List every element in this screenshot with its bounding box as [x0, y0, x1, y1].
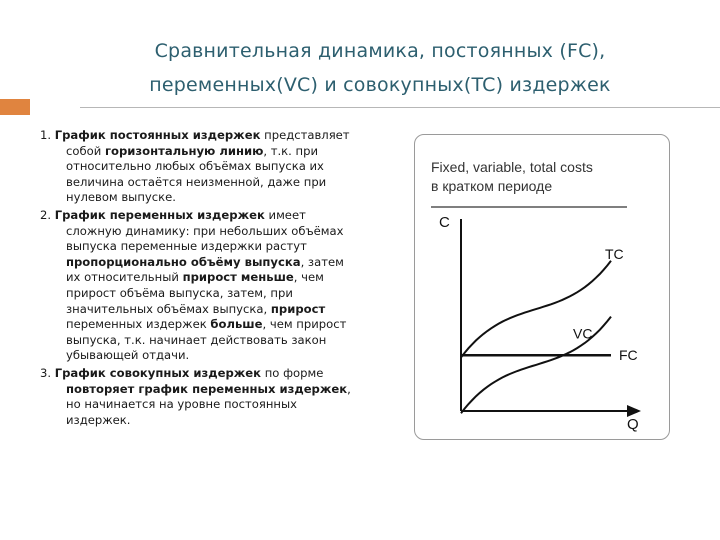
text-fragment: , чем — [293, 270, 324, 285]
text-line: сложную динамику: при небольших объёмах — [66, 223, 344, 238]
bold-phrase: пропорционально объёму выпуска — [66, 254, 301, 269]
text-fragment: значительных объёмах выпуска, — [66, 301, 271, 316]
list-item-variable-costs — [40, 208, 402, 364]
text-fragment: собой — [66, 143, 105, 158]
text-fragment: по форме — [261, 365, 324, 380]
text-fragment: , чем прирост — [262, 317, 347, 332]
bold-phrase: График постоянных издержек — [54, 128, 261, 142]
list-number: 3. — [40, 365, 52, 380]
y-axis-label: C — [439, 214, 450, 231]
text-line: величина остаётся неизменной, даже при — [66, 174, 327, 189]
text-line: нулевом выпуске. — [66, 190, 176, 205]
series-label-tc: TC — [605, 245, 624, 262]
text-line: выпуска, т.к. начинает действовать закон — [66, 332, 327, 347]
series-line-tc — [461, 261, 611, 358]
cost-curves-chart — [414, 134, 670, 440]
series-label-fc: FC — [619, 347, 638, 364]
explanation-text — [40, 128, 402, 430]
bold-phrase: График совокупных издержек — [54, 365, 262, 380]
series-layer — [461, 246, 638, 413]
bold-phrase: больше — [210, 317, 263, 332]
chart-canvas — [415, 135, 669, 439]
text-fragment: , затем — [300, 254, 344, 269]
text-line: но начинается на уровне постоянных — [66, 397, 297, 412]
bold-phrase: горизонтальную линию — [104, 143, 264, 158]
bold-phrase: повторяет график переменных издержек — [66, 381, 348, 396]
list-number: 1. — [40, 128, 52, 142]
text-fragment: , — [347, 381, 351, 396]
text-line: издержек. — [66, 412, 131, 427]
text-line: прирост объёма выпуска, затем, при — [66, 285, 293, 300]
list-item-fixed-costs — [40, 128, 402, 206]
title-divider — [80, 107, 720, 108]
text-fragment: имеет — [264, 207, 306, 222]
text-fragment: представляет — [260, 128, 350, 142]
text-line: выпуска переменные издержки растут — [66, 239, 307, 254]
title-accent-bar — [0, 99, 30, 115]
bold-phrase: прирост меньше — [182, 270, 294, 285]
x-axis-label: Q — [627, 416, 639, 433]
text-line: относительно любых объёмах выпуска их — [66, 159, 324, 174]
list-number: 2. — [40, 207, 52, 222]
chart-title: Fixed, variable, total costs — [431, 159, 593, 175]
slide-title-line-1: Сравнительная динамика, постоянных (FC), — [154, 40, 606, 62]
bold-phrase: прирост — [270, 301, 326, 316]
list-item-total-costs — [40, 366, 402, 428]
text-fragment: , т.к. при — [263, 143, 319, 158]
text-fragment: их относительный — [66, 270, 183, 285]
slide-title-line-2: переменных(VC) и совокупных(TC) издержек — [149, 74, 611, 96]
chart-subtitle: в кратком периоде — [431, 178, 553, 194]
slide-title — [60, 34, 700, 102]
series-label-vc: VC — [573, 325, 593, 342]
text-fragment: переменных издержек — [66, 317, 211, 332]
bold-phrase: График переменных издержек — [54, 207, 265, 222]
text-line: убывающей отдачи. — [66, 348, 190, 363]
